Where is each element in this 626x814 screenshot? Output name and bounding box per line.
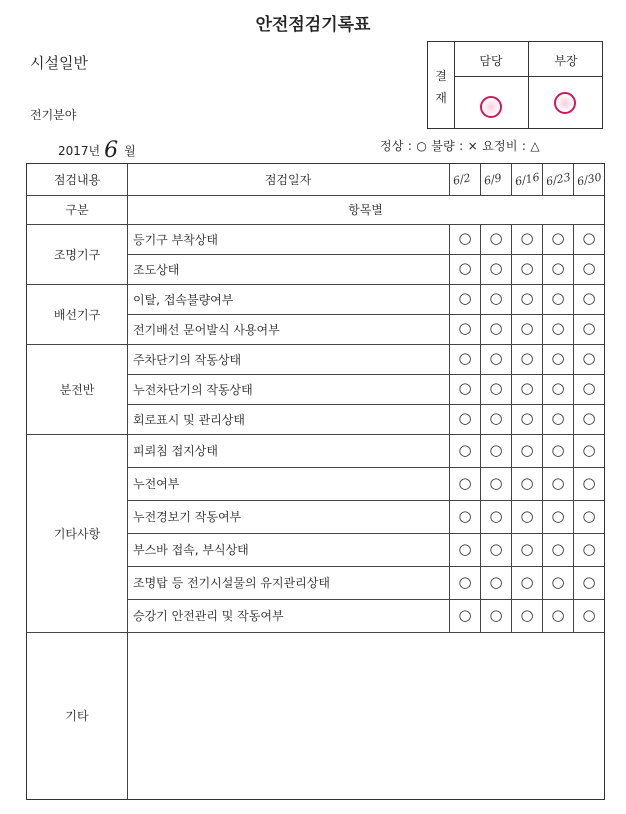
- column-divider: [480, 314, 481, 344]
- column-divider: [480, 434, 481, 467]
- check-mark: ○: [520, 539, 534, 558]
- column-divider: [573, 500, 574, 533]
- check-mark: ○: [520, 379, 534, 397]
- column-divider: [573, 404, 574, 434]
- check-mark: ○: [489, 289, 503, 307]
- item-label: 회로표시 및 관리상태: [133, 412, 245, 427]
- column-divider: [573, 434, 574, 467]
- check-mark: ○: [489, 259, 503, 277]
- column-divider: [449, 599, 450, 632]
- item-label: 피뢰침 접지상태: [133, 444, 218, 458]
- column-divider: [573, 254, 574, 284]
- year-month-line: [58, 138, 136, 163]
- check-mark: ○: [489, 319, 503, 337]
- column-divider: [480, 599, 481, 632]
- column-divider: [480, 374, 481, 404]
- header-inspection-date: 점검일자: [264, 173, 312, 187]
- item-label: 주차단기의 작동상태: [133, 352, 242, 367]
- check-mark: ○: [551, 289, 565, 307]
- check-mark: ○: [520, 572, 534, 591]
- column-divider: [511, 284, 512, 314]
- check-mark: ○: [551, 506, 565, 525]
- column-divider: [542, 533, 543, 566]
- check-mark: ○: [458, 229, 472, 247]
- check-mark: ○: [582, 473, 596, 492]
- check-mark: ○: [458, 605, 472, 624]
- check-mark: ○: [582, 539, 596, 558]
- column-divider: [449, 566, 450, 599]
- check-mark: ○: [520, 229, 534, 247]
- column-divider: [511, 254, 512, 284]
- item-label: 누전여부: [133, 477, 180, 491]
- column-divider: [511, 533, 512, 566]
- column-divider: [449, 284, 450, 314]
- check-mark: ○: [489, 349, 503, 367]
- check-mark: ○: [520, 409, 534, 427]
- check-mark: ○: [489, 605, 503, 624]
- check-mark: ○: [582, 379, 596, 397]
- item-label: 누전경보기 작동여부: [133, 510, 242, 524]
- column-divider: [511, 224, 512, 254]
- column-divider: [542, 599, 543, 632]
- column-divider: [480, 224, 481, 254]
- column-divider: [511, 599, 512, 632]
- column-divider: [511, 434, 512, 467]
- column-divider: [573, 374, 574, 404]
- check-mark: ○: [582, 289, 596, 307]
- column-divider: [511, 500, 512, 533]
- column-divider: [449, 434, 450, 467]
- column-divider: [542, 404, 543, 434]
- check-mark: ○: [520, 473, 534, 492]
- check-mark: ○: [458, 289, 472, 307]
- column-divider: [573, 164, 574, 195]
- column-divider: [449, 374, 450, 404]
- check-mark: ○: [489, 473, 503, 492]
- inspection-date-3: 6/16: [513, 170, 541, 189]
- check-mark: ○: [551, 229, 565, 247]
- column-divider: [573, 314, 574, 344]
- column-divider: [480, 467, 481, 500]
- column-divider: [480, 566, 481, 599]
- check-mark: ○: [551, 605, 565, 624]
- check-mark: ○: [489, 229, 503, 247]
- column-divider: [542, 566, 543, 599]
- item-label: 조도상태: [133, 262, 180, 277]
- inspection-table: [26, 163, 605, 800]
- item-label: 부스바 접속, 부식상태: [133, 543, 249, 557]
- column-divider: [542, 284, 543, 314]
- month-suffix: 월: [124, 144, 136, 158]
- column-divider: [573, 284, 574, 314]
- manager-seal-stamp: [554, 92, 576, 114]
- column-divider: [480, 404, 481, 434]
- check-mark: ○: [551, 349, 565, 367]
- approval-label-bottom: 재: [435, 91, 447, 105]
- check-mark: ○: [520, 349, 534, 367]
- column-divider: [480, 500, 481, 533]
- column-divider: [511, 344, 512, 374]
- check-mark: ○: [458, 349, 472, 367]
- item-label: 조명탑 등 전기시설물의 유지관리상태: [133, 576, 330, 590]
- check-mark: ○: [520, 605, 534, 624]
- column-divider: [542, 344, 543, 374]
- check-mark: ○: [458, 539, 472, 558]
- inspection-date-2: 6/9: [482, 171, 503, 188]
- column-divider: [542, 374, 543, 404]
- column-divider: [449, 533, 450, 566]
- inspection-date-4: 6/23: [544, 170, 572, 189]
- check-mark: ○: [582, 572, 596, 591]
- check-mark: ○: [489, 440, 503, 459]
- check-mark: ○: [458, 319, 472, 337]
- year-text: 2017년: [58, 144, 101, 158]
- column-divider: [511, 374, 512, 404]
- header-items: 항목별: [348, 203, 383, 217]
- inspection-date-1: 6/2: [451, 171, 472, 188]
- check-mark: ○: [520, 440, 534, 459]
- check-mark: ○: [551, 259, 565, 277]
- approval-label-top: 결: [435, 69, 447, 83]
- item-label: 승강기 안전관리 및 작동여부: [133, 609, 284, 623]
- column-divider: [480, 533, 481, 566]
- column-divider: [511, 566, 512, 599]
- check-mark: ○: [582, 229, 596, 247]
- check-mark: ○: [582, 259, 596, 277]
- check-mark: ○: [582, 440, 596, 459]
- check-mark: ○: [520, 259, 534, 277]
- approval-divider: [454, 76, 602, 77]
- column-divider: [449, 314, 450, 344]
- check-mark: ○: [458, 259, 472, 277]
- column-divider: [573, 224, 574, 254]
- column-divider: [542, 164, 543, 195]
- facility-label: 시설일반: [30, 54, 88, 72]
- check-mark: ○: [582, 319, 596, 337]
- check-mark: ○: [520, 506, 534, 525]
- category-4: 기타사항: [53, 526, 101, 541]
- check-mark: ○: [489, 572, 503, 591]
- item-label: 등기구 부착상태: [133, 232, 218, 247]
- header-inspection-content: 점검내용: [53, 173, 101, 187]
- column-divider: [542, 500, 543, 533]
- column-divider: [573, 533, 574, 566]
- check-mark: ○: [489, 506, 503, 525]
- item-label: 전기배선 문어발식 사용여부: [133, 322, 280, 337]
- column-divider: [449, 467, 450, 500]
- month-handwritten: 6: [104, 138, 119, 163]
- role-staff: 담당: [479, 54, 503, 68]
- check-mark: ○: [520, 289, 534, 307]
- sector-label: 전기분야: [30, 108, 77, 122]
- column-divider: [480, 284, 481, 314]
- check-mark: ○: [582, 506, 596, 525]
- column-divider: [511, 164, 512, 195]
- role-manager: 부장: [554, 54, 578, 68]
- inspection-date-5: 6/30: [575, 170, 603, 189]
- check-mark: ○: [551, 572, 565, 591]
- column-divider: [573, 566, 574, 599]
- other-category: 기타: [65, 709, 89, 723]
- check-mark: ○: [582, 605, 596, 624]
- item-label: 이탈, 접속불량여부: [133, 292, 234, 307]
- item-label: 누전차단기의 작동상태: [133, 382, 253, 397]
- column-divider: [573, 599, 574, 632]
- check-mark: ○: [551, 409, 565, 427]
- column-divider: [449, 164, 450, 195]
- category-3: 분전반: [59, 382, 95, 397]
- column-divider: [511, 404, 512, 434]
- check-mark: ○: [458, 440, 472, 459]
- column-divider: [480, 254, 481, 284]
- approval-box: [427, 41, 603, 129]
- category-1: 조명기구: [53, 247, 101, 262]
- header-category: 구분: [65, 203, 89, 217]
- column-divider: [511, 467, 512, 500]
- column-divider: [542, 434, 543, 467]
- status-legend: 정상 : ○ 불량 : × 요정비 : △: [380, 139, 540, 153]
- page-title: 안전점검기록표: [255, 15, 371, 35]
- column-divider: [480, 344, 481, 374]
- column-divider: [449, 344, 450, 374]
- column-divider: [542, 224, 543, 254]
- column-divider: [542, 254, 543, 284]
- check-mark: ○: [489, 409, 503, 427]
- column-divider: [449, 404, 450, 434]
- column-divider: [573, 344, 574, 374]
- column-divider: [511, 314, 512, 344]
- check-mark: ○: [458, 506, 472, 525]
- check-mark: ○: [520, 319, 534, 337]
- check-mark: ○: [489, 539, 503, 558]
- column-divider: [573, 467, 574, 500]
- check-mark: ○: [551, 440, 565, 459]
- column-divider: [449, 500, 450, 533]
- staff-seal-stamp: [480, 96, 502, 118]
- check-mark: ○: [458, 572, 472, 591]
- check-mark: ○: [551, 379, 565, 397]
- check-mark: ○: [582, 349, 596, 367]
- check-mark: ○: [458, 379, 472, 397]
- category-2: 배선기구: [53, 307, 101, 322]
- column-divider: [480, 164, 481, 195]
- check-mark: ○: [489, 379, 503, 397]
- column-divider: [542, 467, 543, 500]
- check-mark: ○: [458, 409, 472, 427]
- column-divider: [449, 224, 450, 254]
- column-divider: [542, 314, 543, 344]
- check-mark: ○: [551, 473, 565, 492]
- check-mark: ○: [551, 319, 565, 337]
- column-divider: [449, 254, 450, 284]
- check-mark: ○: [551, 539, 565, 558]
- check-mark: ○: [582, 409, 596, 427]
- check-mark: ○: [458, 473, 472, 492]
